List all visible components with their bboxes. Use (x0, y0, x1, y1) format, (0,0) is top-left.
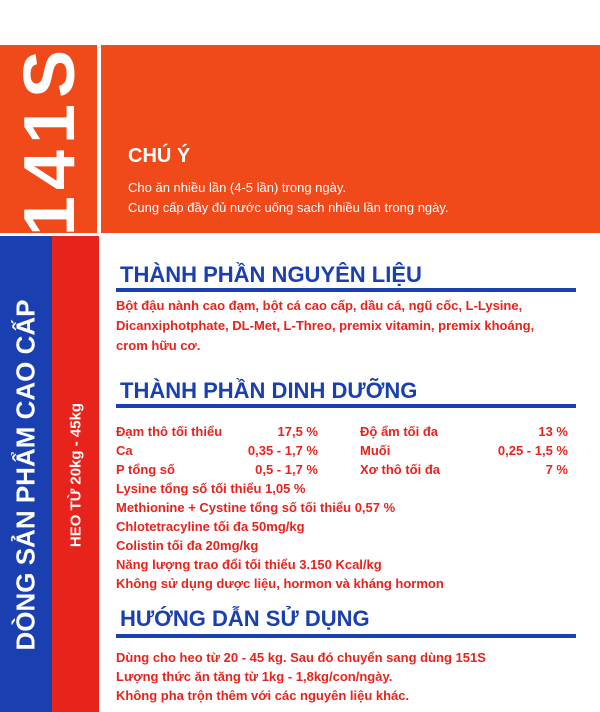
product-code: 141S (10, 43, 90, 237)
nutrient-value: 0,5 - 1,7 % (255, 462, 318, 477)
nutrition-line: Chlotetracyline tối đa 50mg/kg (116, 519, 305, 534)
nutrient-value: 17,5 % (277, 424, 318, 439)
nutrient-label: Ca (116, 443, 133, 458)
nutrition-line: Không sử dụng dược liệu, hormon và kháng hormon (116, 576, 444, 591)
usage-line: Không pha trộn thêm với các nguyên liệu khác. (116, 688, 410, 703)
nutrient-value: 0,25 - 1,5 % (497, 443, 568, 458)
nutrient-label: Muối (360, 443, 391, 458)
ingredients-rule (116, 288, 576, 292)
ingredients-line: crom hữu cơ. (116, 338, 201, 353)
nutrient-value: 0,35 - 1,7 % (247, 443, 318, 458)
usage-line: Dùng cho heo từ 20 - 45 kg. Sau đó chuyển sang dùng 151S (116, 650, 486, 665)
ingredients-heading: THÀNH PHẦN NGUYÊN LIỆU (120, 262, 422, 287)
nutrient-value: 7 % (545, 462, 568, 477)
nutrient-value: 13 % (538, 424, 568, 439)
ingredients-line: Dicanxiphotphate, DL-Met, L-Threo, premix vitamin, premix khoáng, (116, 318, 535, 333)
target-weight-label: HEO TỪ 20kg - 45kg (67, 402, 85, 548)
nutrition-line: Lysine tổng số tối thiểu 1,05 % (116, 481, 306, 496)
ingredients-line: Bột đậu nành cao đạm, bột cá cao cấp, dầu cá, ngũ cốc, L-Lysine, (116, 298, 523, 313)
product-line-title: DÒNG SẢN PHẨM CAO CẤP (10, 299, 41, 651)
nutrient-label: Độ ẩm tối đa (360, 424, 439, 439)
usage-line: Lượng thức ăn tăng từ 1kg - 1,8kg/con/ngày. (116, 669, 393, 684)
nutrition-line: Năng lượng trao đổi tối thiểu 3.150 Kcal/kg (116, 557, 382, 572)
nutrient-label: P tổng số (116, 462, 175, 477)
note-line: Cho ăn nhiều lần (4-5 lần) trong ngày. (128, 180, 347, 195)
nutrient-label: Xơ thô tối đa (360, 462, 441, 477)
note-line: Cung cấp đầy đủ nước uống sạch nhiều lần trong ngày. (128, 200, 449, 215)
usage-rule (116, 634, 576, 638)
nutrition-line: Colistin tối đa 20mg/kg (116, 538, 259, 553)
nutrition-line: Methionine + Cystine tổng số tối thiểu 0,57 % (116, 500, 396, 515)
note-title: CHÚ Ý (128, 145, 191, 167)
usage-heading: HƯỚNG DẪN SỬ DỤNG (120, 606, 370, 631)
vertical-divider (99, 45, 101, 712)
nutrition-rule (116, 404, 576, 408)
nutrition-heading: THÀNH PHẦN DINH DƯỠNG (120, 378, 418, 403)
nutrient-label: Đạm thô tối thiểu (116, 424, 223, 439)
